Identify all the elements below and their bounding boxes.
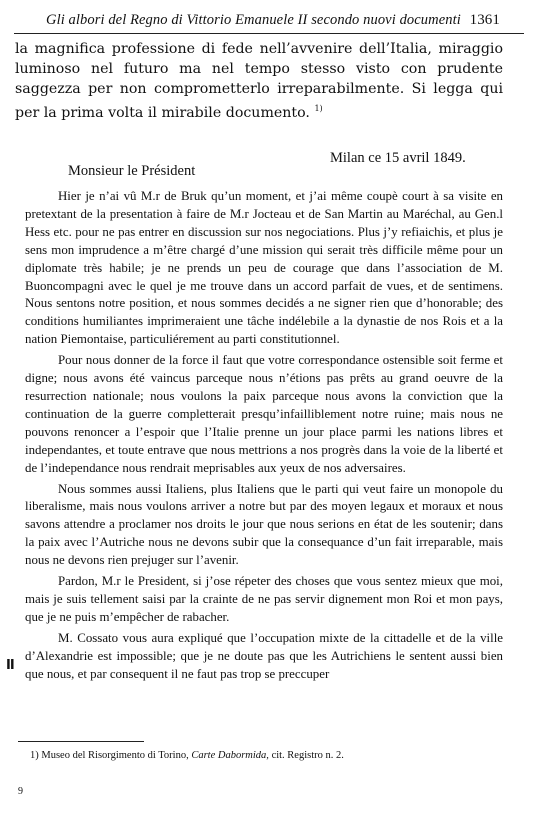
intro-paragraph [15, 40, 503, 124]
footnote-collection: Carte Dabormida, [191, 750, 269, 761]
margin-mark: II [6, 658, 14, 673]
footnote-source: Museo del Risorgimento di Torino, [41, 750, 189, 761]
footnote-rule [18, 741, 144, 742]
letter-paragraph: Pour nous donner de la force il faut que votre correspondance ostensible soit ferme et digne; nous avons été vaincus parceque nous n’étions pas prêts au grand oeuvre de la resurrection nationale; nous voulons la paix parceque nous avons la conviction que la continuation de la guerre completterait presqu’infailliblement notre ruine; mais nous ne pouvons renoncer a l’espoir que l’Italie prenne un jour place parmi les nations libres et independantes, et toute entrave que nous mettrions a nos progrès dans la voie de la liberté et de l’independance nous rendrait meprisables aux yeux de nos adversaires. [25, 353, 503, 475]
running-head [46, 12, 500, 29]
letter-body [25, 188, 503, 686]
footnote-reference: 1) [314, 104, 323, 114]
header-rule [14, 33, 524, 34]
letter-paragraph: M. Cossato vous aura expliqué que l’occupation mixte de la cittadelle et de la ville d’Alexandrie est impossible; que je ne doute pas que les Autrichiens le sentent aussi bien que nous, et par consequent il ne faut pas trop se preccuper [25, 630, 503, 681]
letter-salutation: Monsieur le Président [68, 163, 196, 179]
letter-paragraph: Nous sommes aussi Italiens, plus Italiens que le parti qui veut faire un monopole du liberalisme, mais nous voulons arriver a notre but par des moyen legaux et moraux et nous savons attendre a proclamer nos droits le jour que nous serions en état de les soutenir; dans la paix avec l’Autriche nous ne devons subir que la consequance d’un fait irreparable, mais nous ne devons rien prejuger sur l’avenir. [25, 481, 503, 568]
page-number: 1361 [469, 12, 500, 28]
footnote-number: 1) [30, 750, 39, 761]
running-title: Gli albori del Regno di Vittorio Emanuele II secondo nuovi documenti [46, 12, 461, 28]
letter-dateline: Milan ce 15 avril 1849. [330, 150, 466, 166]
footnote [30, 750, 344, 761]
letter-paragraph: Pardon, M.r le President, si j’ose répeter des choses que vous sentez mieux que moi, mais je suis tellement saisi par la crainte de ne pas servir dignement mon Roi et mon pays, que je ne puis m’empêcher de rabacher. [25, 574, 503, 624]
footnote-citation: cit. Registro n. 2. [271, 750, 344, 761]
intro-text: la magnifica professione di fede nell’avvenire dell’Italia, miraggio luminoso nel futuro ma nel tempo stesso visto con prudente saggezza per non comprometterlo irreparabilmente. Si legga qui per la prima volta il mirabile documento. [15, 41, 503, 122]
signature-mark: 9 [18, 786, 23, 797]
letter-paragraph: Hier je n’ai vû M.r de Bruk qu’un moment, et j’ai même coupè court à sa visite en pretextant de la presentation à faire de M.r Jocteau et de San Martin au Maréchal, au Gen.l Hess etc. pour ne pas entrer en discussion sur nos negociations. Plus j’y refiaichis, et plus je sens mon imprudence a m’être chargé d’une mission qui serait très difficile même pour un diplomate très habile; je ne prends un peu de courage que dans l’association de M. Buoncompagni avec le quel je me trouve dans un accord parfait de vues, et de sentimens. Nous sentons notre position, et nous sommes decidés a ne signer rien que d’honorable; des conditions humiliantes imprimeraient une tâche indélebile a la dynastie de nos Rois et a la nation Piemontaise, particuliérement au parti constitutionnel. [25, 189, 503, 347]
